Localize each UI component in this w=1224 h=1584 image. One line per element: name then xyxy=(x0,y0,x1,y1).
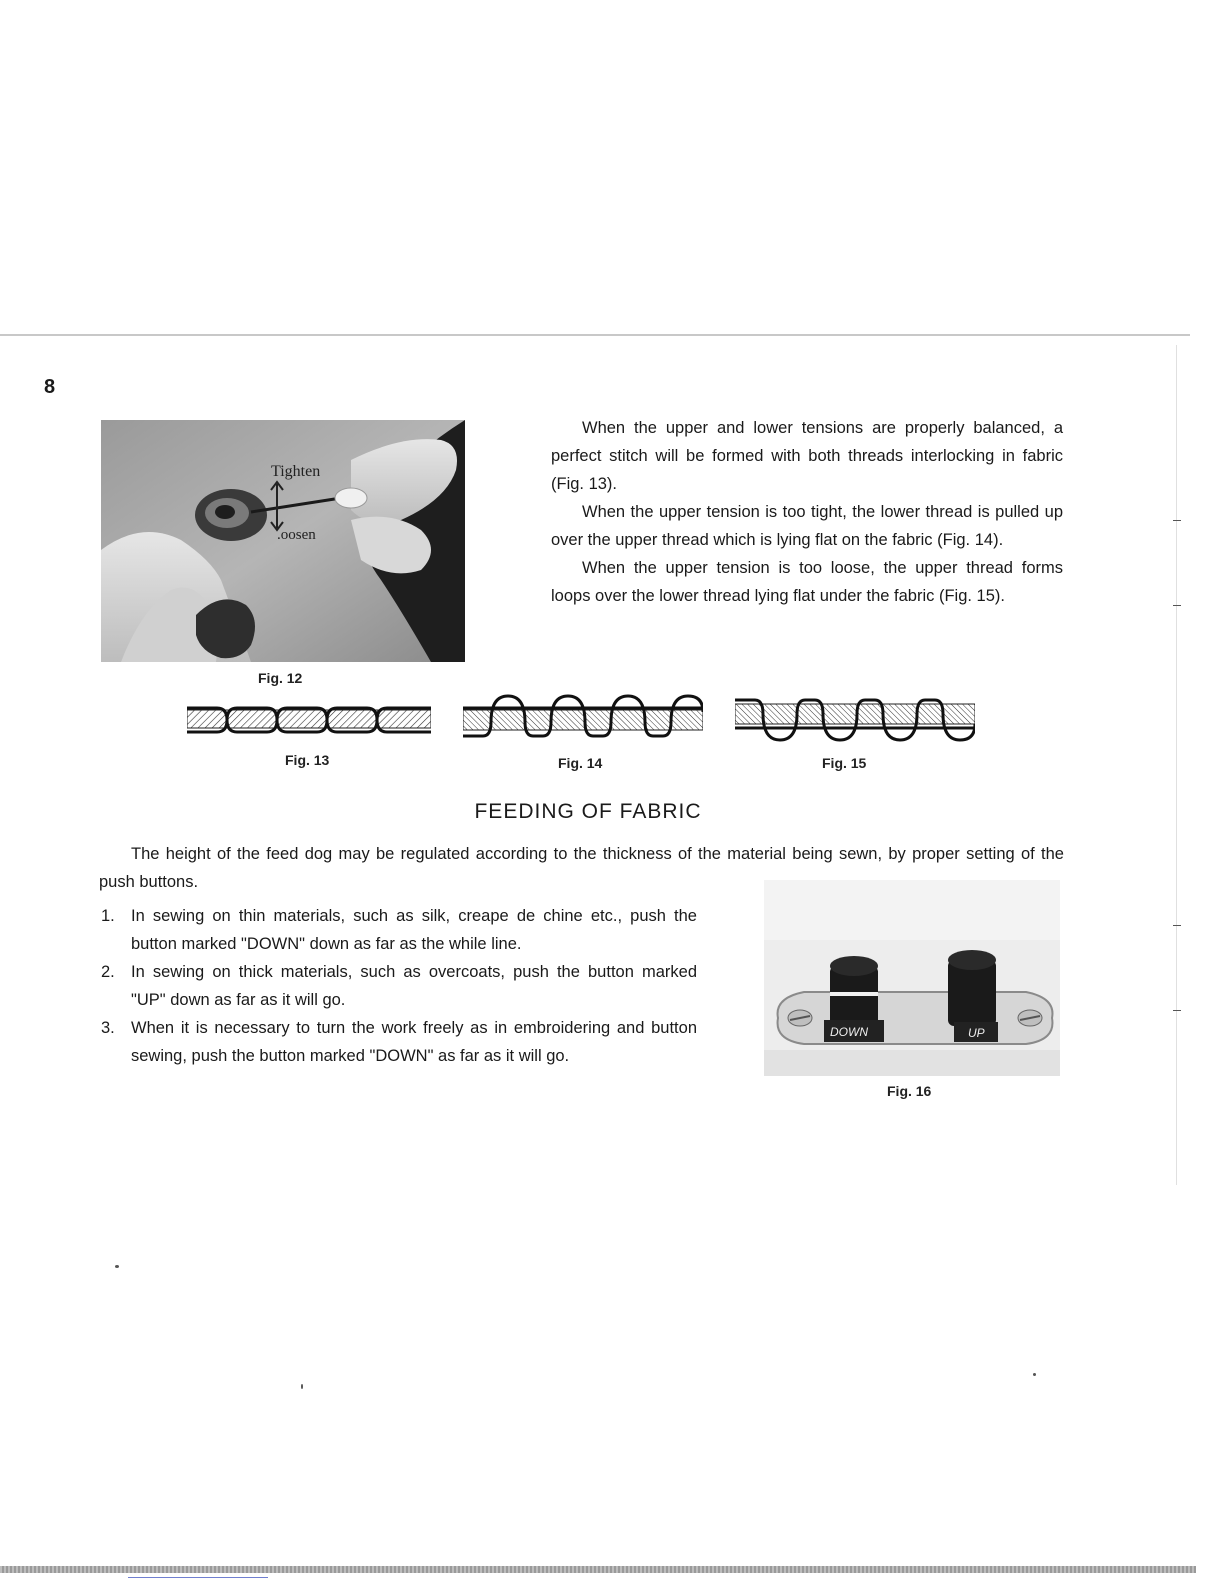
step-number: 2. xyxy=(101,963,115,981)
bobbin-case-hands-illustration xyxy=(101,420,465,662)
fig15-loose-stitch-diagram xyxy=(735,692,975,744)
right-page-edge xyxy=(1176,345,1183,1185)
tension-text xyxy=(551,414,1063,610)
top-rule xyxy=(0,334,1190,336)
scan-speck xyxy=(115,1265,119,1268)
list-item xyxy=(101,958,697,1014)
push-buttons-illustration xyxy=(764,880,1060,1076)
page-number: 8 xyxy=(44,376,56,398)
fig15-caption: Fig. 15 xyxy=(822,755,867,771)
list-item xyxy=(101,1014,697,1070)
step-text: In sewing on thick materials, such as overcoats, push the button marked "UP" down as far as it will go. xyxy=(131,963,697,1009)
fig13-caption: Fig. 13 xyxy=(285,752,330,768)
steps-list xyxy=(101,902,697,1070)
section-heading: FEEDING OF FABRIC xyxy=(474,800,702,823)
down-button-label: DOWN xyxy=(830,1025,868,1039)
fig14-caption: Fig. 14 xyxy=(558,755,603,771)
tension-paragraph-tight: When the upper tension is too tight, the lower thread is pulled up over the upper thread which is lying flat on the fabric (Fig. 14). xyxy=(551,503,1063,549)
fig13-balanced-stitch-diagram xyxy=(187,696,431,744)
section-intro-text: The height of the feed dog may be regulated according to the thickness of the material being sewn, by proper setting of the push buttons. xyxy=(99,845,1064,891)
tension-paragraph-balanced: When the upper and lower tensions are properly balanced, a perfect stitch will be formed with both threads interlocking in fabric (Fig. 13). xyxy=(551,419,1063,493)
fig14-tight-stitch-diagram xyxy=(463,692,703,744)
scan-speck xyxy=(301,1384,303,1389)
list-item xyxy=(101,902,697,958)
fig16-caption: Fig. 16 xyxy=(887,1083,932,1099)
scan-speck xyxy=(1033,1373,1036,1376)
fig16-photo xyxy=(764,880,1060,1076)
step-text: In sewing on thin materials, such as silk, creape de chine etc., push the button marked "DOWN" down as far as the while line. xyxy=(131,907,697,953)
up-button-label: UP xyxy=(968,1026,985,1040)
fig12-caption: Fig. 12 xyxy=(258,670,303,686)
fig12-photo xyxy=(101,420,465,662)
tighten-label: Tighten xyxy=(271,463,321,480)
step-number: 1. xyxy=(101,907,115,925)
bottom-rule xyxy=(0,1566,1196,1573)
step-number: 3. xyxy=(101,1019,115,1037)
bottom-rule-accent xyxy=(128,1577,268,1578)
step-text: When it is necessary to turn the work freely as in embroidering and button sewing, push the button marked "DOWN" as far as it will go. xyxy=(131,1019,697,1065)
loosen-label: .oosen xyxy=(277,527,316,543)
tension-paragraph-loose: When the upper tension is too loose, the upper thread forms loops over the lower thread lying flat under the fabric (Fig. 15). xyxy=(551,559,1063,605)
